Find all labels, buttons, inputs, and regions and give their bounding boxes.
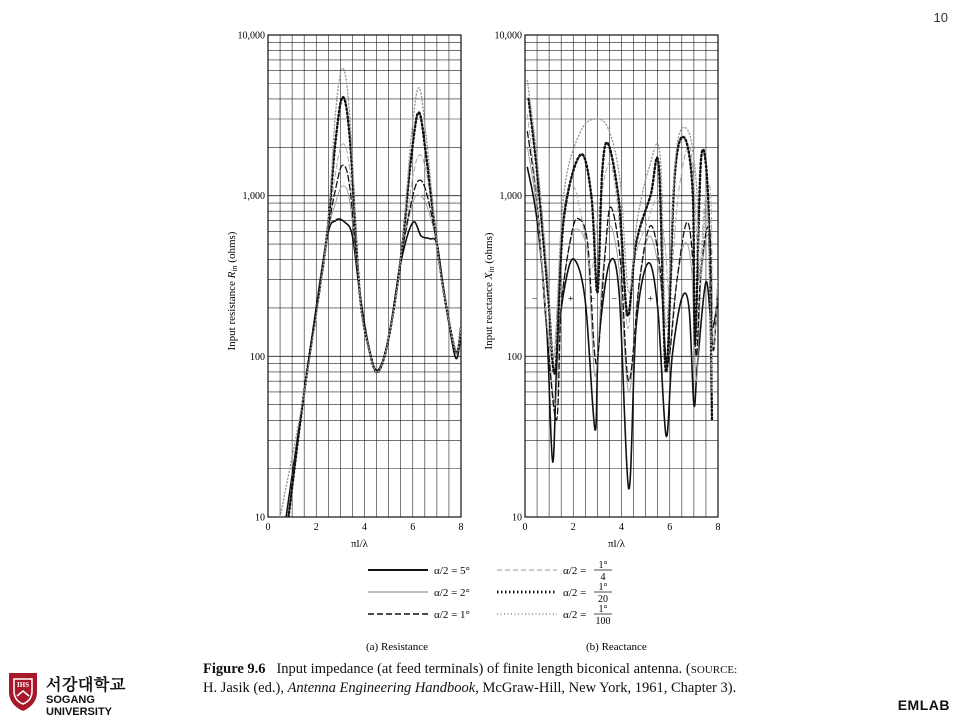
caption-author: H. Jasik (ed.), bbox=[203, 680, 288, 696]
x-axis-label: πl/λ bbox=[608, 538, 625, 550]
y-tick-label: 1,000 bbox=[242, 191, 265, 203]
caption-source-label: SOURCE: bbox=[690, 664, 738, 676]
university-logo bbox=[6, 668, 156, 718]
reactance-chart bbox=[483, 31, 721, 551]
x-tick-label: 4 bbox=[362, 522, 367, 533]
caption-text: Input impedance (at feed terminals) of finite length biconical antenna. ( bbox=[276, 661, 691, 677]
reactance-sign-label: − bbox=[531, 294, 538, 306]
page-number: 10 bbox=[933, 10, 948, 25]
university-name-english: SOGANG UNIVERSITY bbox=[46, 694, 113, 718]
legend-label-hundredth: α/2 = bbox=[563, 609, 587, 621]
x-tick-label: 8 bbox=[715, 522, 721, 533]
reactance-sign-label: + bbox=[647, 294, 654, 306]
y-tick-label: 10,000 bbox=[237, 30, 265, 42]
reactance-sign-label: − bbox=[697, 294, 703, 306]
reactance-sign-label: − bbox=[589, 294, 596, 306]
x-tick-label: 0 bbox=[522, 522, 528, 533]
x-tick-label: 4 bbox=[619, 522, 624, 533]
reactance-sign-label: + bbox=[568, 294, 574, 306]
y-tick-label: 100 bbox=[250, 351, 265, 363]
y-tick-label: 10 bbox=[512, 512, 522, 524]
legend-fraction-numerator: 1° bbox=[598, 582, 608, 593]
lab-label: EMLAB bbox=[897, 697, 950, 713]
legend-label-quarter: α/2 = bbox=[563, 565, 587, 577]
legend-fraction-denominator: 4 bbox=[600, 572, 606, 583]
series-line-dotted bbox=[289, 97, 462, 517]
x-tick-label: 0 bbox=[265, 522, 271, 533]
series-line-lightdot bbox=[527, 81, 712, 392]
y-tick-label: 10,000 bbox=[494, 30, 522, 42]
series-line-solid bbox=[527, 167, 718, 488]
x-tick-label: 6 bbox=[667, 522, 673, 533]
resistance-chart bbox=[226, 31, 464, 551]
legend-label-1deg: α/2 = 1° bbox=[434, 609, 470, 621]
y-tick-label: 10 bbox=[255, 512, 265, 524]
legend-fraction-numerator: 1° bbox=[598, 560, 608, 571]
legend-fraction-numerator: 1° bbox=[598, 604, 608, 615]
legend-label-twentieth: α/2 = bbox=[563, 587, 587, 599]
series-line-dashed bbox=[289, 165, 462, 517]
legend-label-2deg: α/2 = 2° bbox=[434, 587, 470, 599]
reactance-sign-label: − bbox=[611, 294, 618, 306]
y-axis-label: Input resistance Rin (ohms) bbox=[226, 231, 239, 351]
series-line-lightdot bbox=[280, 68, 461, 517]
resistance-subtitle: (a) Resistance bbox=[366, 641, 428, 653]
legend-label-5deg: α/2 = 5° bbox=[434, 565, 470, 577]
y-axis-label: Input reactance Xin (ohms) bbox=[483, 232, 496, 350]
x-tick-label: 6 bbox=[410, 522, 416, 533]
legend bbox=[368, 560, 612, 627]
university-seal-icon bbox=[6, 670, 40, 712]
university-name-korean: 서강대학교 bbox=[46, 675, 126, 694]
x-tick-label: 2 bbox=[313, 522, 319, 533]
caption-publisher: , McGraw-Hill, New York, 1961, Chapter 3). bbox=[475, 680, 737, 696]
figure-caption bbox=[203, 660, 763, 697]
legend-fraction-denominator: 20 bbox=[598, 594, 608, 605]
x-tick-label: 8 bbox=[458, 522, 464, 533]
reactance-sign-label: − bbox=[669, 294, 675, 306]
caption-book-title: Antenna Engineering Handbook bbox=[287, 680, 476, 696]
y-tick-label: 100 bbox=[507, 351, 522, 363]
caption-figure-label: Figure 9.6 bbox=[203, 661, 266, 677]
x-axis-label: πl/λ bbox=[351, 538, 368, 550]
seal-text: IHS bbox=[16, 681, 30, 689]
y-tick-label: 1,000 bbox=[499, 191, 522, 203]
x-tick-label: 2 bbox=[570, 522, 576, 533]
legend-fraction-denominator: 100 bbox=[595, 616, 611, 627]
reactance-subtitle: (b) Reactance bbox=[586, 641, 647, 653]
